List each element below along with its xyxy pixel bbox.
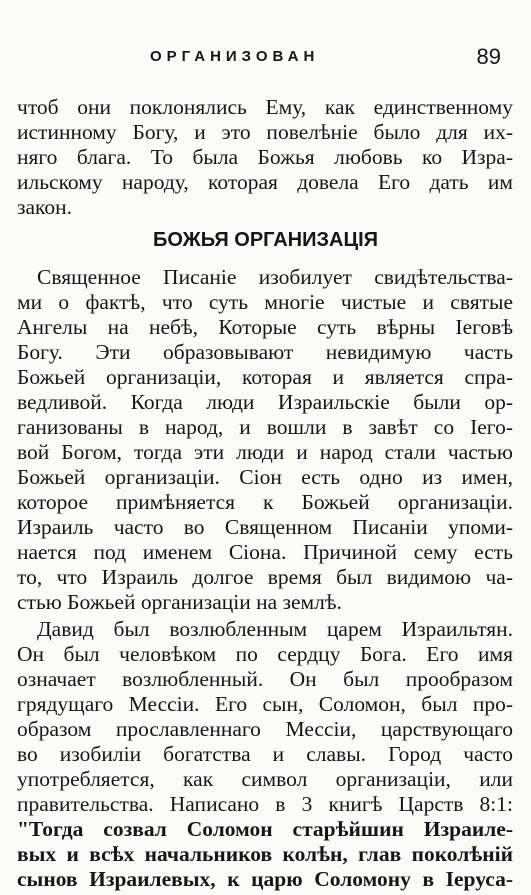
text-line: употребляется, как символ организаціи, или <box>17 767 513 791</box>
section-heading: БОЖЬЯ ОРГАНИЗАЦІЯ <box>152 229 379 251</box>
text-line: ведливой. Когда люди Израильскіе были ор- <box>17 390 513 414</box>
text-line: Священное Писаніе изобилует свидѣтельства- <box>37 265 513 289</box>
text-line: Божьей организаціи. Сіон есть одно из имен, <box>17 465 513 489</box>
text-line: ми о фактѣ, что суть многіе чистые и святые <box>17 290 513 314</box>
running-head: ОРГАНИЗОВАН <box>150 48 320 65</box>
page-number: 89 <box>476 44 501 69</box>
text-line: вых и всѣх начальников колѣн, глав поколѣній <box>17 842 513 866</box>
text-line: Богу. Эти образовывают невидимую часть <box>17 340 513 364</box>
text-line: которое примѣняется к Божьей организаціи. <box>17 490 513 514</box>
text-line: "Тогда созвал Соломон старѣйшин Израиле- <box>17 817 513 841</box>
text-line: чтоб они поклонялись Ему, как единственному <box>17 95 513 119</box>
text-line: ганизованы в народ, и вошли в завѣт со Іего- <box>17 415 513 439</box>
text-line: стью Божьей организаціи на землѣ. <box>17 590 342 614</box>
text-line: вой Богом, тогда эти люди и народ стали частью <box>17 440 513 464</box>
text-line: ильскому народу, которая довела Его дать им <box>17 170 513 194</box>
text-line: истинному Богу, и это повелѣніе было для их- <box>17 120 513 144</box>
text-line: нается под именем Сіона. Причиной сему есть <box>17 540 513 564</box>
text-line: закон. <box>17 195 73 219</box>
text-line: Израиль часто во Священном Писаніи упоми- <box>17 515 513 539</box>
text-line: образом прославленнаго Мессіи, царствующаго <box>17 717 513 741</box>
text-line: во изобиліи богатства и славы. Город часто <box>17 742 513 766</box>
text-line: правительства. Написано в 3 книгѣ Царств 8:1: <box>17 792 513 816</box>
text-line: Давид был возлюбленным царем Израильтян. <box>37 617 513 641</box>
text-line: няго блага. То была Божья любовь ко Изра- <box>17 145 513 169</box>
text-line: грядущаго Мессіи. Его сын, Соломон, был про- <box>17 692 513 716</box>
text-line: сынов Израилевых, к царю Соломону в Іеруса- <box>17 867 513 891</box>
text-line: означает возлюбленный. Он был прообразом <box>17 667 513 691</box>
text-line: Он был человѣком по сердцу Бога. Его имя <box>17 642 513 666</box>
text-line: Божьей организаціи, которая и является спра- <box>17 365 513 389</box>
text-line: то, что Израиль долгое время был видимою ча- <box>17 565 513 589</box>
text-line: Ангелы на небѣ, Которые суть вѣрны Іеговѣ <box>17 315 513 339</box>
